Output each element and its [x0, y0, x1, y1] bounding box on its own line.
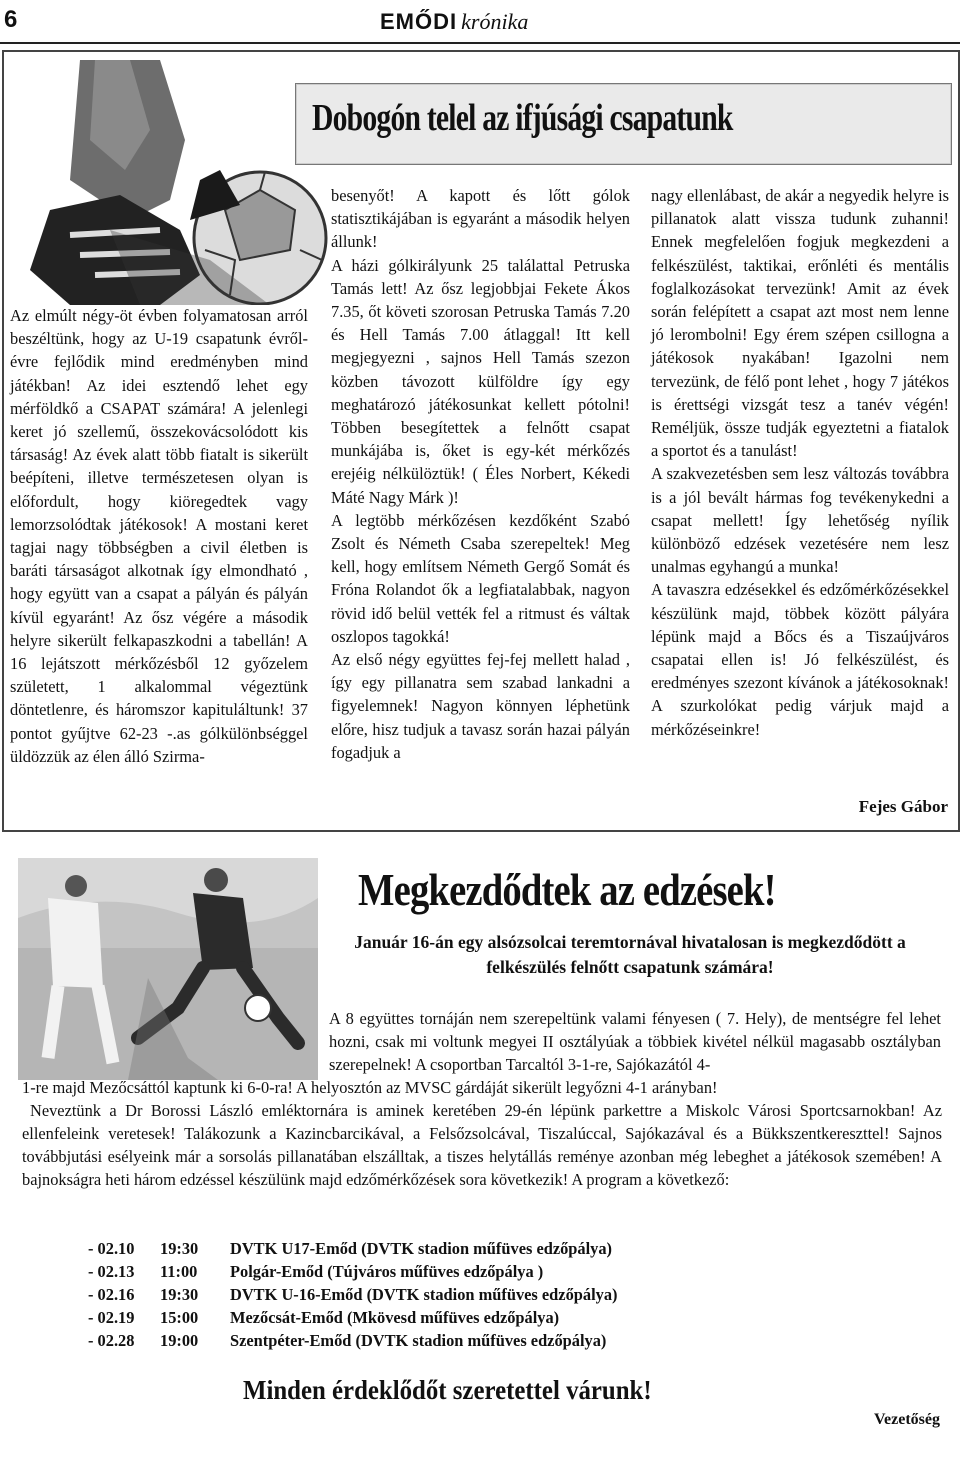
schedule-row — [88, 1306, 617, 1329]
publication-title — [380, 9, 528, 36]
paragraph: nagy ellenlábast, de akár a negyedik helyre is pillanatok alatt vissza tudunk zuhanni! Ennek megfelelően fogjuk megkezdeni a felkészülést, taktikai, erőnléti és mentális foglalkozásokat tervezünk! Amit az évek során felépített a csapat azt most nem lenne jó lerombolni! Egy érem szépen csillogna a játékosok nyakában! Igazolni nem tervezünk, de félő pont lehet , hogy 7 játékos is érettségi vizsgát tesz a tanév végén! Reméljük, össze tudják egyeztetni a fiatalok a sportot és a tanulást! — [651, 186, 949, 461]
schedule-date: - 02.28 — [88, 1331, 135, 1350]
header-rule — [0, 42, 960, 44]
article-lead: Január 16-án egy alsózsolcai teremtornával hivatalosan is megkezdődött a felkészülés felnőtt csapatunk számára! — [354, 932, 906, 977]
schedule-time: 11:00 — [160, 1262, 198, 1281]
paragraph: A 8 együttes tornáján nem szerepeltünk valami fényesen ( 7. Hely), de mentségre fel lehet hozni, csak mi voltunk megyei II osztályúak a többiek kivétel nélkül magasabb osztályban szerepelnek! A csoportban Tarcaltól 3-1-re, Sajókazától 4- — [329, 1009, 941, 1074]
schedule-match: Szentpéter-Emőd (DVTK stadion műfüves edzőpálya) — [230, 1331, 607, 1350]
schedule-date: - 02.16 — [88, 1285, 135, 1304]
article-column-2 — [331, 184, 630, 764]
paragraph: A szakvezetésben sem lesz változás továbbra is a jól bevált hármas fog tevékenykedni a csapat mellett! Így lehetőség nyílik különböző edzések vezetésére nem lesz unalmas egyhangú a munka! — [651, 464, 949, 577]
schedule-match: Polgár-Emőd (Tújváros műfüves edzőpálya ) — [230, 1262, 544, 1281]
match-action-photo — [18, 858, 318, 1080]
schedule-match: DVTK U17-Emőd (DVTK stadion műfüves edzőpálya) — [230, 1239, 613, 1258]
paragraph: A tavaszra edzésekkel és edzőmérkőzésekkel készülünk majd, többek között pályára lépünk majd a Bőcs és a Tiszaújváros csapatai ellen is! Jó felkészülést, és eredményes szezont kívánok a játékosoknak! A szurkolókat pedig várjuk majd a mérkőzéseinkre! — [651, 580, 949, 739]
paragraph: Az elmúlt négy-öt évben folyamatosan arról beszéltünk, hogy az U-19 csapatunk évről-évre fejlődik mind eredményben mind játékban! Az idei esztendő lehet egy mérföldkő a CSAPAT számára! A jelenlegi keret jó szellemű, összekovácsolódott kis társaság! Az évek alatt több fiatalt is sikerült beépíteni, illetve természetesen olyan is előfordult, hogy kiöregedtek vagy lemorzsolódtak játékosok! A mostani keret tagjai nagy többségben a civil életben is baráti társaságot alkotnak így elmondható , hogy együtt van a csapat a pályán és pályán kívül egyaránt! Az ősz végére a második helyre sikerült felkapaszkodni a tabellán! A 16 lejátszott mérkőzésből 12 győzelem született, 1 alkalommal végeztünk döntetlenre, és háromszor kapituláltunk! 37 pontot gyűjtve 62-23 -.as gólkülönbséggel üldözzük az élen álló Szirma- — [10, 306, 308, 766]
paragraph: Neveztünk a Dr Borossi László emléktornára is aminek keretében 29-én lépünk parkettre a Miskolc Városi Sportcsarnokban! Az ellenfeleink veretesek! Talákozunk a Kazincbarcikával, a Felsőzsolcával, Tiszalúccal, Sajókazával és a Bükkszentkereszttel! Sajnos továbbjutási esélyeink már a sorsolás pillanatában elszálltak, a tiszes helytállás reménye azonban még lebeghet a játékosok szemében! A bajnokságra heti három edzéssel készülünk majd edzőmérkőzések sora következik! A program a következő: — [22, 1101, 942, 1189]
schedule-row — [88, 1283, 617, 1306]
paragraph: 1-re majd Mezőcsáttól kaptunk ki 6-0-ra! A helyosztón az MVSC gárdáját sikerült legyőzni 4-1 arányban! — [22, 1078, 718, 1097]
schedule-time: 15:00 — [160, 1308, 199, 1327]
article-column-3 — [651, 184, 949, 741]
match-schedule — [88, 1237, 617, 1352]
schedule-row — [88, 1329, 617, 1352]
schedule-row — [88, 1237, 617, 1260]
schedule-match: Mezőcsát-Emőd (Mkövesd műfüves edzőpálya) — [230, 1308, 560, 1327]
author-signature: Vezetőség — [873, 1411, 940, 1428]
article-title: Megkezdődtek az edzések! — [358, 864, 776, 915]
schedule-time: 19:30 — [160, 1239, 199, 1258]
closing-line: Minden érdeklődőt szeretettel várunk! — [243, 1375, 652, 1405]
paragraph: Az első négy együttes fej-fej mellett halad , így egy pillanatra sem szabad lankadni a figyelemnek! Nagyon könnyen léphetünk előre, hisz tudjuk a tavasz során hazai pályán fogadjuk a — [331, 650, 630, 762]
schedule-date: - 02.19 — [88, 1308, 135, 1327]
article-column-1 — [10, 304, 308, 768]
schedule-date: - 02.13 — [88, 1262, 135, 1281]
paragraph: A házi gólkirályunk 25 találattal Petruska Tamás lett! Az ősz legjobbjai Fekete Ákos 7.35, őt követi szorosan Petruska Tamás 7.20 és Hell Tamás 7.00 átlaggal! Itt kell megjegyezni , sajnos Hell Tamás szezon közben távozott külföldre így egy meghatározó játékosunkat kellett pótolni! Többen besegítettek a felnőtt csapat munkájába is, őket is egy-két mérkőzés erejéig nélkülöztük! ( Éles Norbert, Kékedi Máté Nagy Márk )! — [331, 255, 630, 507]
schedule-date: - 02.10 — [88, 1239, 135, 1258]
schedule-time: 19:30 — [160, 1285, 199, 1304]
page-header — [0, 0, 960, 44]
publication-subtitle: krónika — [461, 9, 529, 34]
schedule-row — [88, 1260, 617, 1283]
schedule-match: DVTK U-16-Emőd (DVTK stadion műfüves edzőpálya) — [230, 1285, 618, 1304]
author-signature: Fejes Gábor — [858, 797, 948, 816]
schedule-time: 19:00 — [160, 1331, 199, 1350]
soccer-ball-photo — [10, 60, 330, 305]
publication-name: EMŐDI — [380, 9, 458, 34]
article-title: Dobogón telel az ifjúsági csapatunk — [312, 97, 733, 139]
paragraph: A legtöbb mérkőzésen kezdőként Szabó Zsolt és Németh Csaba szerepeltek! Meg kell, hogy említsem Németh Gergő Somát és Fróna Rolandot ők a legfiatalabbak, nagyon rövid idő belül vették fel a ritmust és váltak oszlopos tagokká! — [331, 510, 630, 646]
paragraph: besenyőt! A kapott és lőtt gólok statisztikájában is egyaránt a második helyen állunk! — [331, 186, 630, 252]
article-body — [22, 1076, 942, 1191]
page-number: 6 — [4, 6, 18, 33]
